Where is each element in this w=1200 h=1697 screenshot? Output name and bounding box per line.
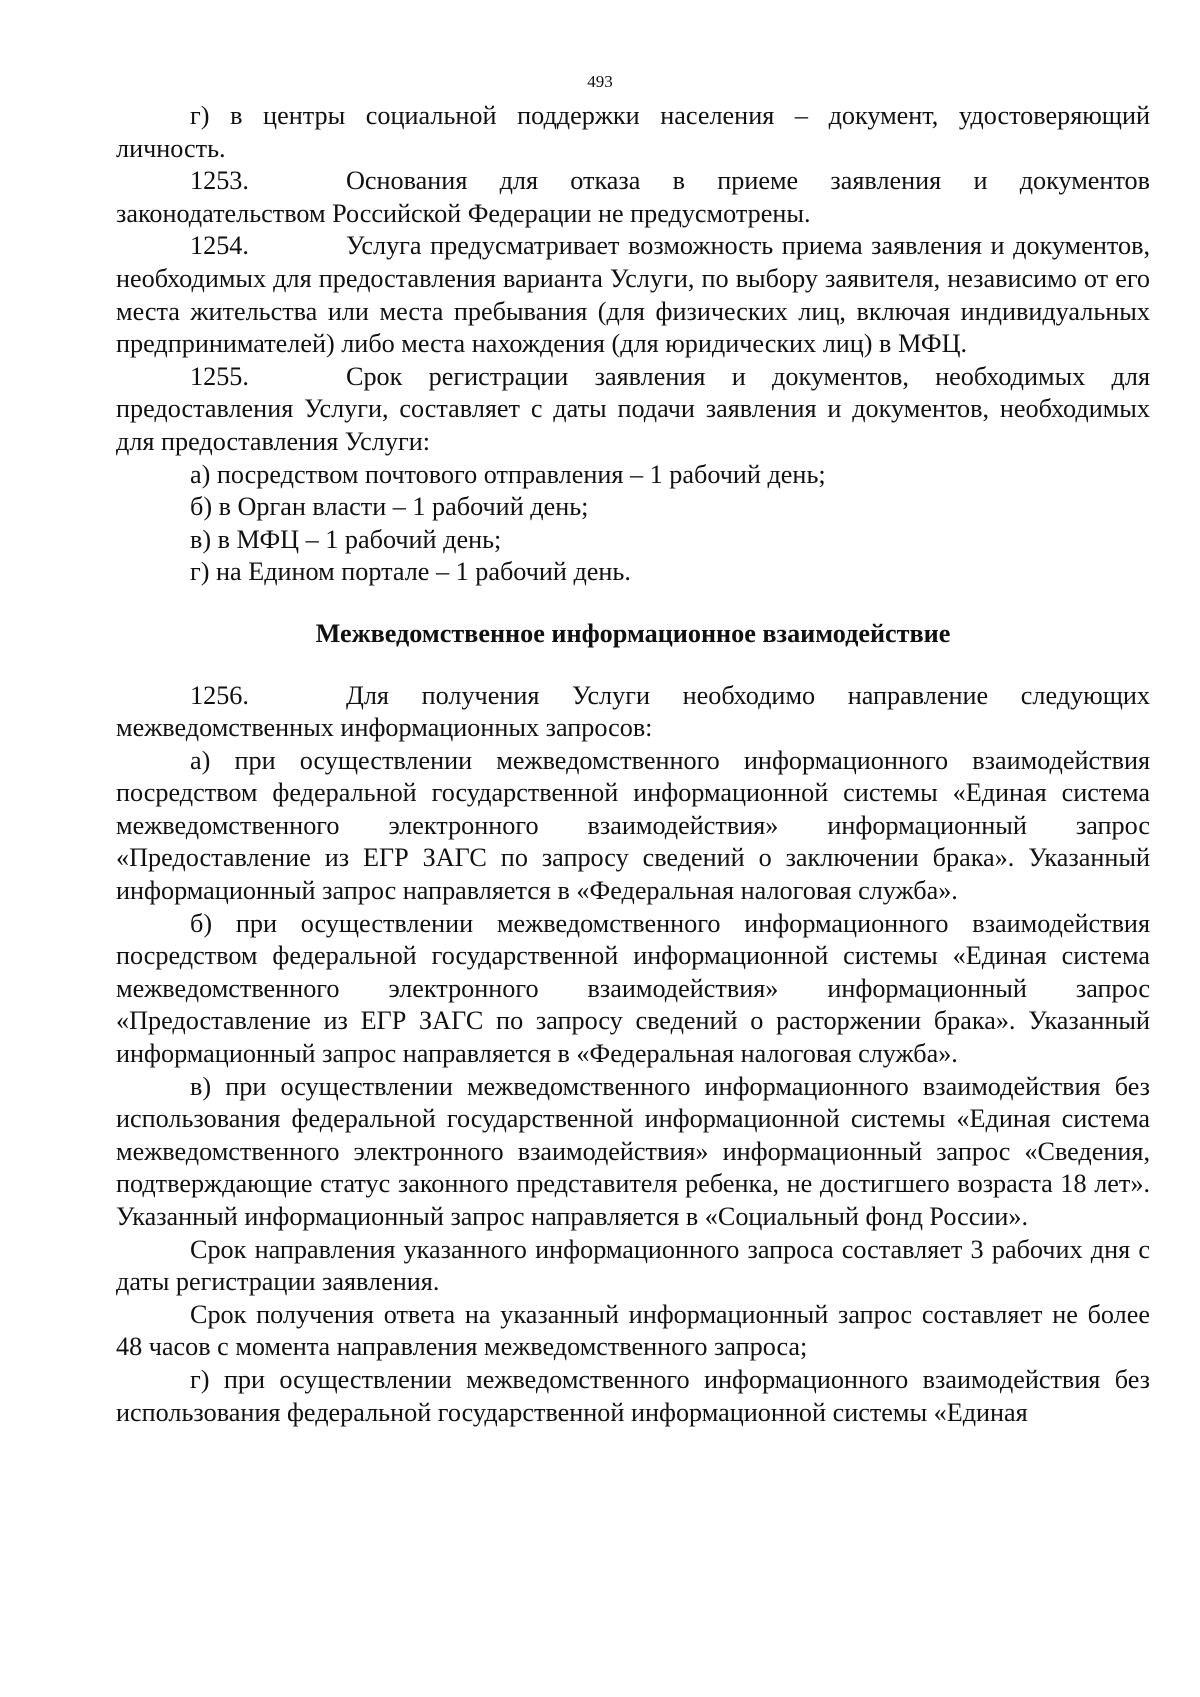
paragraph-number: 1256. [190, 680, 249, 710]
paragraph-term-receive: Срок получения ответа на указанный информационный запрос составляет не более 48 часов с момента направления межведомственного запроса; [116, 1299, 1150, 1362]
paragraph-1255 [116, 361, 1150, 459]
paragraph-term-send: Срок направления указанного информационного запроса составляет 3 рабочих дня с даты регистрации заявления. [116, 1234, 1150, 1297]
paragraph-text: Услуга предусматривает возможность приема заявления и документов, необходимых для предоставления варианта Услуги, по выбору заявителя, независимо от его места жительства или места пребывания (для физических лиц, включая индивидуальных предпринимателей) либо места нахождения (для юридических лиц) в МФЦ. [116, 231, 1150, 359]
list-item: б) в Орган власти – 1 рабочий день; [190, 492, 589, 522]
document-body [116, 100, 1150, 1429]
paragraph-text: Основания для отказа в приеме заявления и документов законодательством Российской Федерации не предусмотрены. [116, 166, 1150, 228]
paragraph-number: 1254. [190, 231, 249, 261]
paragraph-g-social-centers: г) в центры социальной поддержки населения – документ, удостоверяющий личность. [116, 101, 1150, 163]
list-item: а) посредством почтового отправления – 1 рабочий день; [190, 459, 826, 489]
list-item: в) в МФЦ – 1 рабочий день; [190, 524, 502, 554]
paragraph-1253 [116, 165, 1150, 230]
section-heading: Межведомственное информационное взаимодействие [315, 618, 951, 648]
paragraph-text: Для получения Услуги необходимо направление следующих межведомственных информационных запросов: [116, 680, 1150, 743]
paragraph-a: а) при осуществлении межведомственного информационного взаимодействия посредством федеральной государственной информационной системы «Единая система межведомственного электронного взаимодействия» информационный запрос «Предоставление из ЕГР ЗАГС по запросу сведений о заключении брака». Указанный информационный запрос направляется в «Федеральная налоговая служба». [116, 745, 1150, 906]
list-item: г) на Едином портале – 1 рабочий день. [190, 557, 631, 587]
paragraph-v: в) при осуществлении межведомственного информационного взаимодействия без использования федеральной государственной информационной системы «Единая система межведомственного электронного взаимодействия» информационный запрос «Сведения, подтверждающие статус законного представителя ребенка, не достигшего возраста 18 лет». Указанный информационный запрос направляется в «Социальный фонд России». [116, 1071, 1150, 1231]
paragraph-1254 [116, 230, 1150, 360]
paragraph-text: Срок регистрации заявления и документов, необходимых для предоставления Услуги, составляет с даты подачи заявления и документов, необходимых для предоставления Услуги: [116, 361, 1150, 456]
paragraph-b: б) при осуществлении межведомственного информационного взаимодействия посредством федеральной государственной информационной системы «Единая система межведомственного электронного взаимодействия» информационный запрос «Предоставление из ЕГР ЗАГС по запросу сведений о расторжении брака». Указанный информационный запрос направляется в «Федеральная налоговая служба». [116, 908, 1150, 1069]
paragraph-number: 1255. [190, 361, 249, 391]
page-number: 493 [587, 72, 613, 91]
paragraph-1256 [116, 680, 1150, 745]
paragraph-g: г) при осуществлении межведомственного информационного взаимодействия без использования федеральной государственной информационной системы «Единая [116, 1364, 1150, 1427]
paragraph-number: 1253. [190, 166, 249, 196]
